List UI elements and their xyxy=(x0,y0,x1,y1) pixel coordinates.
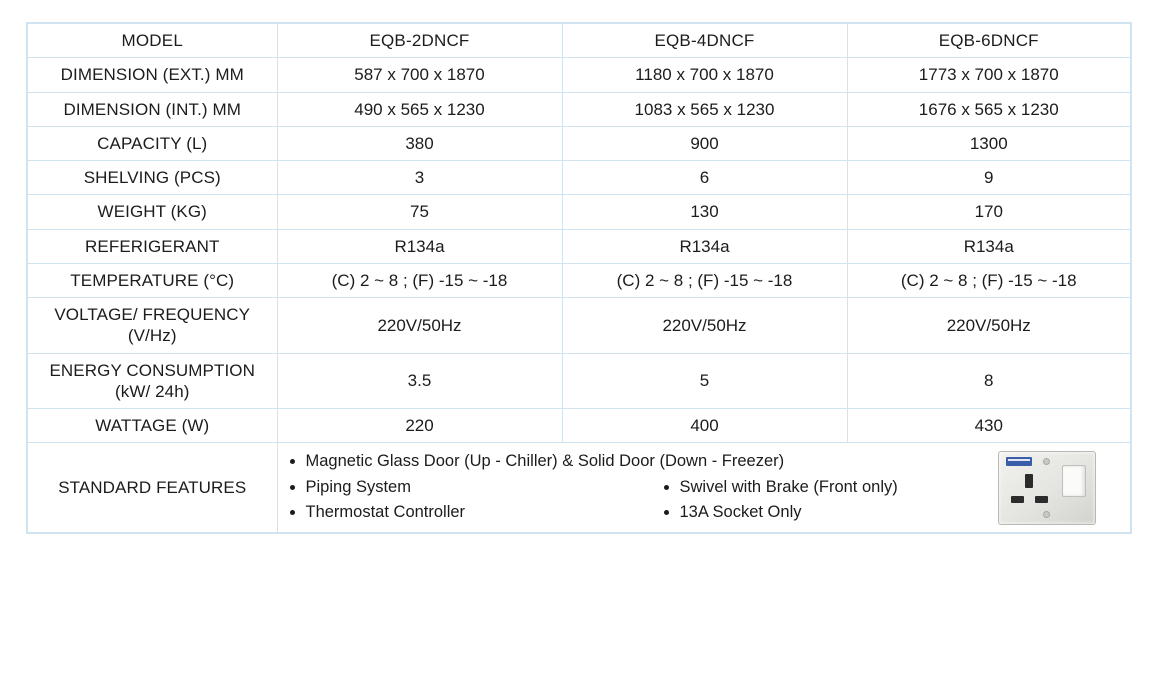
cell-wattage-4dncf: 400 xyxy=(562,409,847,443)
cell-dimension-int-2dncf: 490 x 565 x 1230 xyxy=(277,92,562,126)
row-label-energy-consumption xyxy=(27,353,277,409)
feature-item: • 13A Socket Only xyxy=(680,500,989,526)
header-cell-eqb-6dncf: EQB-6DNCF xyxy=(847,23,1131,58)
table-row xyxy=(27,298,1131,354)
row-label-dimension-int: DIMENSION (INT.) MM xyxy=(27,92,277,126)
cell-dimension-ext-6dncf: 1773 x 700 x 1870 xyxy=(847,58,1131,92)
table-row xyxy=(27,161,1131,195)
cell-capacity-4dncf: 900 xyxy=(562,126,847,160)
row-label-shelving: SHELVING (PCS) xyxy=(27,161,277,195)
row-label-energy-consumption-line1: ENERGY CONSUMPTION xyxy=(49,360,255,380)
cell-voltage-6dncf: 220V/50Hz xyxy=(847,298,1131,354)
cell-capacity-6dncf: 1300 xyxy=(847,126,1131,160)
row-label-voltage-frequency-line1: VOLTAGE/ FREQUENCY xyxy=(54,305,251,324)
row-label-temperature: TEMPERATURE (°C) xyxy=(27,263,277,297)
header-cell-eqb-4dncf: EQB-4DNCF xyxy=(562,23,847,58)
cell-temperature-4dncf: (C) 2 ~ 8 ; (F) -15 ~ -18 xyxy=(562,263,847,297)
cell-weight-4dncf: 130 xyxy=(562,195,847,229)
socket-switch xyxy=(1062,465,1086,497)
table-row-standard-features xyxy=(27,443,1131,533)
row-label-wattage: WATTAGE (W) xyxy=(27,409,277,443)
cell-wattage-6dncf: 430 xyxy=(847,409,1131,443)
socket-screw-bottom xyxy=(1043,511,1050,518)
row-label-standard-features: STANDARD FEATURES xyxy=(27,443,277,533)
table-row xyxy=(27,409,1131,443)
socket-brand-label xyxy=(1006,457,1032,466)
table-row xyxy=(27,353,1131,409)
row-label-dimension-ext: DIMENSION (EXT.) MM xyxy=(27,58,277,92)
socket-screw-top xyxy=(1043,458,1050,465)
cell-energy-2dncf: 3.5 xyxy=(277,353,562,409)
cell-weight-6dncf: 170 xyxy=(847,195,1131,229)
table-row xyxy=(27,229,1131,263)
cell-energy-4dncf: 5 xyxy=(562,353,847,409)
cell-referigerant-4dncf: R134a xyxy=(562,229,847,263)
header-cell-eqb-2dncf: EQB-2DNCF xyxy=(277,23,562,58)
standard-features-cell xyxy=(277,443,1131,533)
cell-weight-2dncf: 75 xyxy=(277,195,562,229)
cell-voltage-2dncf: 220V/50Hz xyxy=(277,298,562,354)
cell-dimension-int-4dncf: 1083 x 565 x 1230 xyxy=(562,92,847,126)
cell-dimension-int-6dncf: 1676 x 565 x 1230 xyxy=(847,92,1131,126)
cell-energy-6dncf: 8 xyxy=(847,353,1131,409)
cell-dimension-ext-4dncf: 1180 x 700 x 1870 xyxy=(562,58,847,92)
feature-item: • Swivel with Brake (Front only) xyxy=(680,475,989,501)
cell-shelving-4dncf: 6 xyxy=(562,161,847,195)
socket-live-pin xyxy=(1011,496,1024,503)
features-column-b xyxy=(658,475,989,526)
cell-temperature-2dncf: (C) 2 ~ 8 ; (F) -15 ~ -18 xyxy=(277,263,562,297)
cell-wattage-2dncf: 220 xyxy=(277,409,562,443)
socket-earth-pin xyxy=(1025,474,1033,488)
row-label-referigerant: REFERIGERANT xyxy=(27,229,277,263)
cell-referigerant-6dncf: R134a xyxy=(847,229,1131,263)
table-row xyxy=(27,195,1131,229)
cell-temperature-6dncf: (C) 2 ~ 8 ; (F) -15 ~ -18 xyxy=(847,263,1131,297)
row-label-voltage-frequency xyxy=(27,298,277,354)
cell-shelving-6dncf: 9 xyxy=(847,161,1131,195)
cell-shelving-2dncf: 3 xyxy=(277,161,562,195)
feature-item: • Piping System xyxy=(306,475,658,501)
row-label-capacity: CAPACITY (L) xyxy=(27,126,277,160)
cell-voltage-4dncf: 220V/50Hz xyxy=(562,298,847,354)
feature-item: • Magnetic Glass Door (Up - Chiller) & Solid Door (Down - Freezer) xyxy=(306,449,989,475)
specification-table xyxy=(26,22,1132,534)
features-line-full xyxy=(284,449,989,475)
standard-features-lists xyxy=(284,449,989,526)
row-label-energy-consumption-line2: (kW/ 24h) xyxy=(114,381,190,401)
table-row xyxy=(27,92,1131,126)
socket-13a-image xyxy=(998,451,1096,525)
socket-neutral-pin xyxy=(1035,496,1048,503)
table-row xyxy=(27,263,1131,297)
cell-capacity-2dncf: 380 xyxy=(277,126,562,160)
header-cell-model: MODEL xyxy=(27,23,277,58)
table-header-row xyxy=(27,23,1131,58)
row-label-weight: WEIGHT (KG) xyxy=(27,195,277,229)
row-label-voltage-frequency-line2: (V/Hz) xyxy=(127,326,177,346)
table-row xyxy=(27,58,1131,92)
table-row xyxy=(27,126,1131,160)
cell-dimension-ext-2dncf: 587 x 700 x 1870 xyxy=(277,58,562,92)
feature-item: • Thermostat Controller xyxy=(306,500,658,526)
cell-referigerant-2dncf: R134a xyxy=(277,229,562,263)
features-column-a xyxy=(284,475,658,526)
